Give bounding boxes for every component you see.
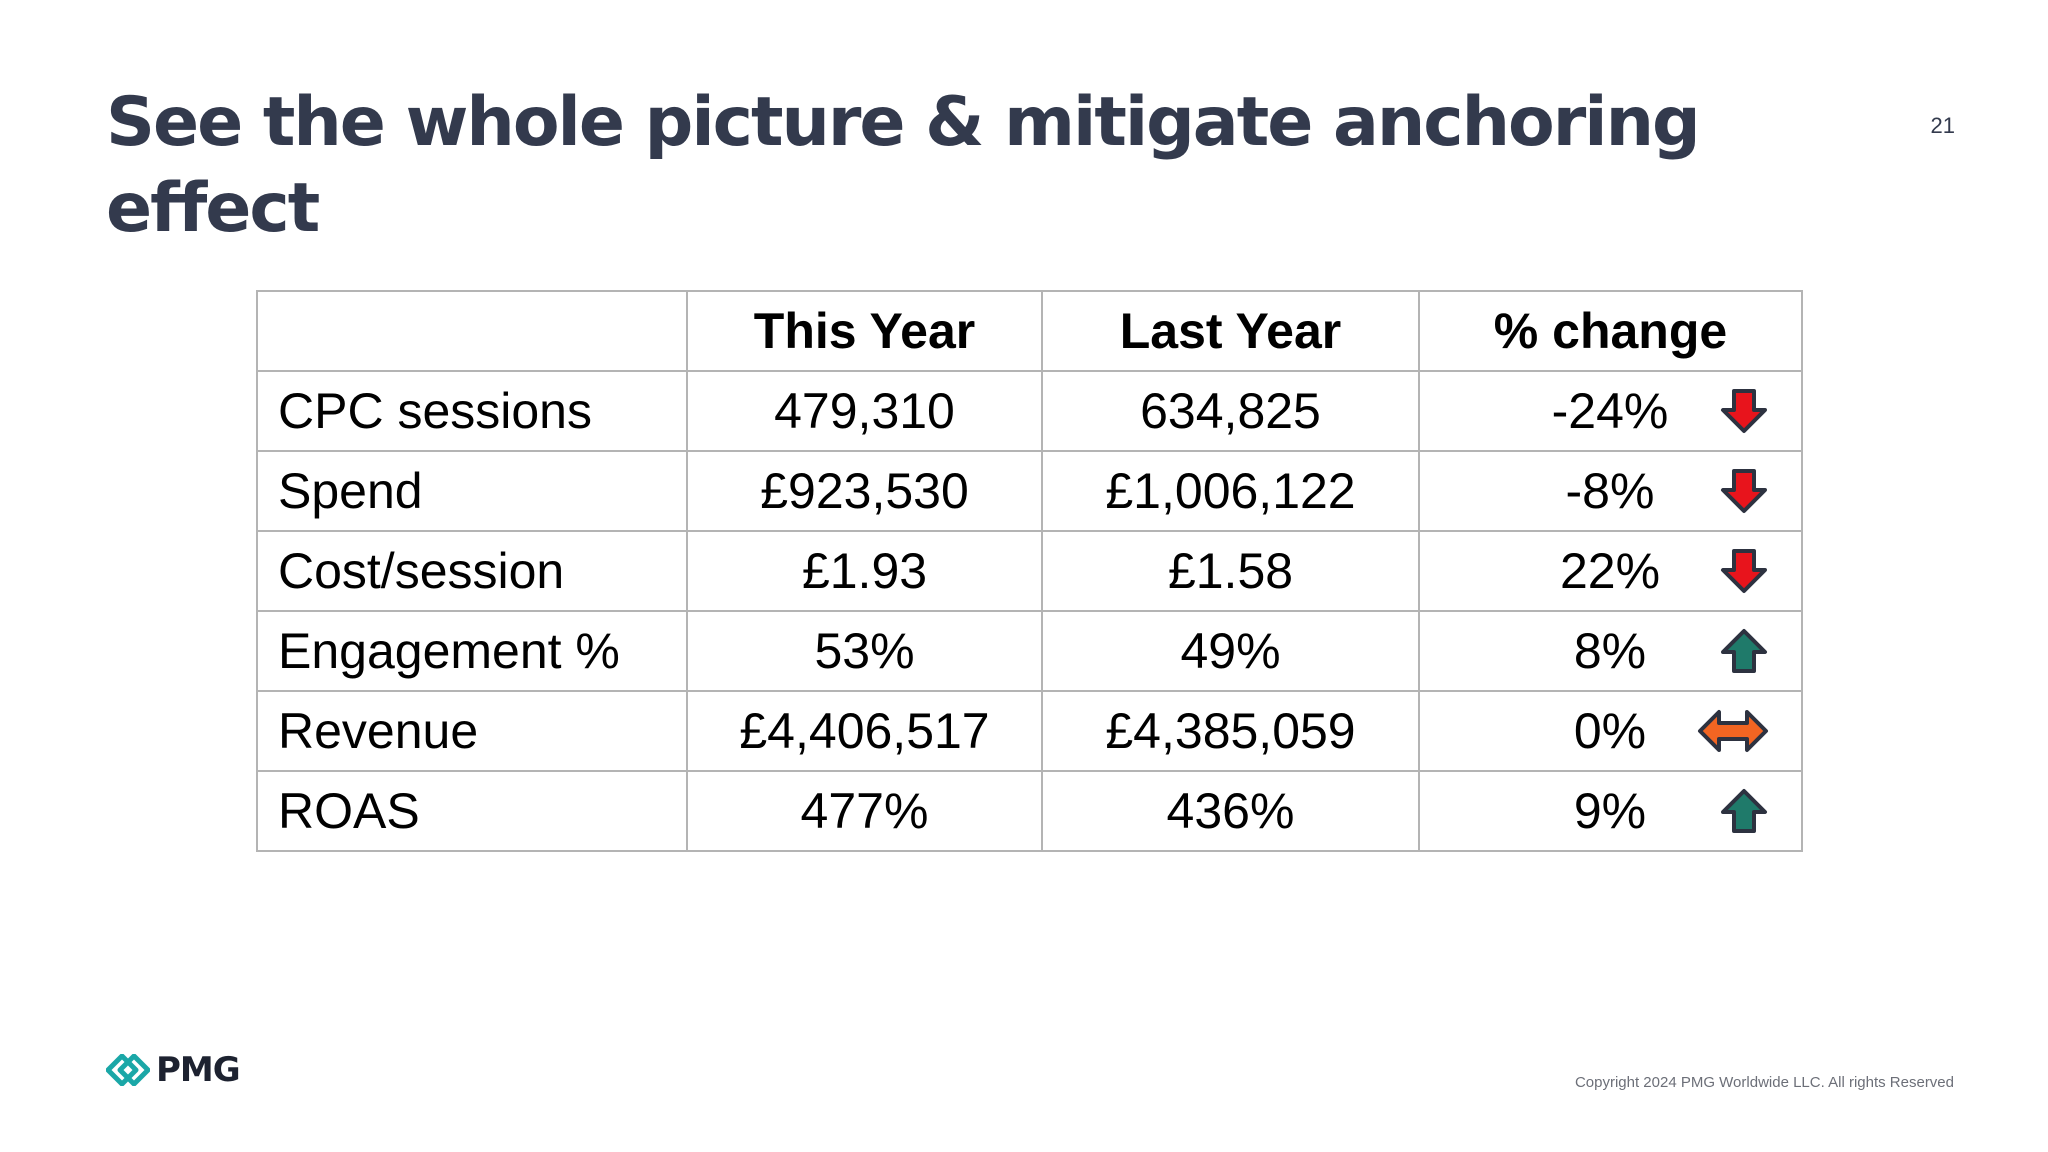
table-row [257, 611, 1802, 691]
arrow-down-icon [1719, 388, 1769, 434]
header-this-year: This Year [687, 291, 1042, 371]
change-value: 0% [1573, 703, 1647, 759]
this-year-cell: £923,530 [687, 451, 1042, 531]
change-cell [1419, 691, 1802, 771]
metric-cell: Revenue [257, 691, 687, 771]
copyright-notice: Copyright 2024 PMG Worldwide LLC. All rights Reserved [1574, 1074, 1954, 1091]
last-year-cell: 634,825 [1042, 371, 1419, 451]
change-value: 9% [1573, 783, 1647, 839]
metric-cell: Spend [257, 451, 687, 531]
change-value: 8% [1573, 623, 1647, 679]
metric-cell: CPC sessions [257, 371, 687, 451]
change-value: -24% [1551, 383, 1669, 439]
metric-cell: ROAS [257, 771, 687, 851]
arrow-up-icon [1719, 628, 1769, 674]
this-year-cell: 479,310 [687, 371, 1042, 451]
pmg-logo [106, 1050, 240, 1090]
last-year-cell: 49% [1042, 611, 1419, 691]
table-header-row [257, 291, 1802, 371]
this-year-cell: 53% [687, 611, 1042, 691]
change-value: -8% [1565, 463, 1655, 519]
this-year-cell: £1.93 [687, 531, 1042, 611]
slide-title: See the whole picture & mitigate anchoring effect [106, 83, 1699, 248]
change-value: 22% [1559, 543, 1661, 599]
metric-cell: Engagement % [257, 611, 687, 691]
arrow-down-icon [1719, 548, 1769, 594]
metric-cell: Cost/session [257, 531, 687, 611]
arrow-left-right-icon [1697, 708, 1769, 754]
pmg-logo-icon [106, 1054, 150, 1086]
page-number: 21 [1930, 113, 1955, 138]
change-cell [1419, 531, 1802, 611]
change-cell [1419, 451, 1802, 531]
last-year-cell: £1.58 [1042, 531, 1419, 611]
last-year-cell: £1,006,122 [1042, 451, 1419, 531]
this-year-cell: £4,406,517 [687, 691, 1042, 771]
table-row [257, 771, 1802, 851]
last-year-cell: 436% [1042, 771, 1419, 851]
change-cell [1419, 611, 1802, 691]
header-last-year: Last Year [1042, 291, 1419, 371]
table-row [257, 371, 1802, 451]
header-change: % change [1419, 291, 1802, 371]
table-row [257, 691, 1802, 771]
table-row [257, 531, 1802, 611]
change-cell [1419, 371, 1802, 451]
logo-text: PMG [156, 1050, 240, 1090]
header-metric [257, 291, 687, 371]
comparison-table [256, 290, 1803, 852]
arrow-down-icon [1719, 468, 1769, 514]
this-year-cell: 477% [687, 771, 1042, 851]
table-row [257, 451, 1802, 531]
arrow-up-icon [1719, 788, 1769, 834]
last-year-cell: £4,385,059 [1042, 691, 1419, 771]
change-cell [1419, 771, 1802, 851]
